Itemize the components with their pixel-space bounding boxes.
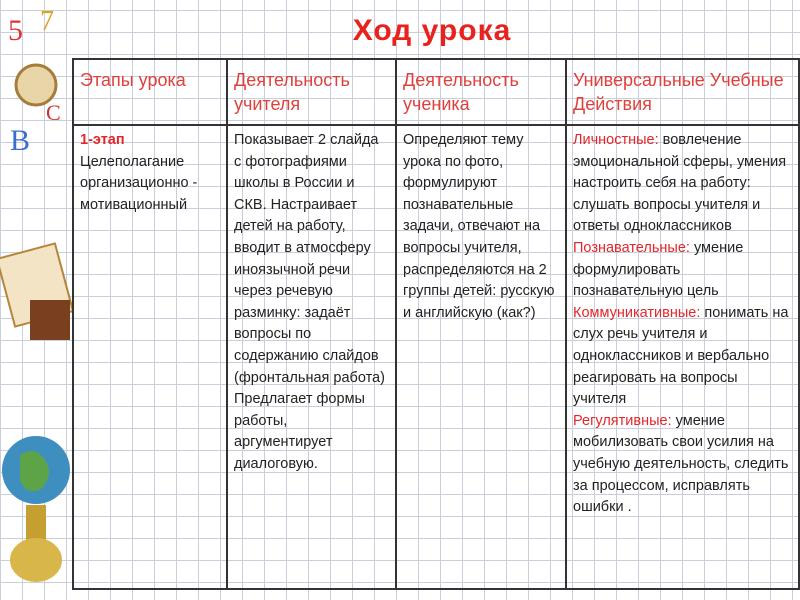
uud-label: Личностные: [573, 132, 659, 148]
uud-cell [566, 125, 799, 589]
student-text: Определяют тему урока по фото, формулируют познавательные задачи, отвечают на вопросы учителя, распределяются на 2 группы детей: русскую и английскую (как?) [403, 132, 555, 321]
teacher-cell [227, 125, 396, 589]
stage-label: 1-этап [80, 132, 125, 148]
school-decoration-image [0, 0, 72, 600]
stage-cell [73, 125, 227, 589]
student-cell [396, 125, 566, 589]
uud-text: понимать на слух речь учителя и одноклассников и вербально реагировать на вопросы учителя [573, 304, 789, 408]
header-student: Деятельность ученика [396, 59, 566, 125]
uud-label: Познавательные: [573, 239, 690, 256]
uud-label: Коммуникативные: [573, 304, 701, 321]
uud-communicative [573, 303, 792, 411]
svg-text:7: 7 [40, 6, 54, 37]
svg-text:B: B [10, 124, 31, 157]
stage-text: Целеполагание организационно - мотивационный [80, 153, 198, 213]
slide-title: Ход урока [352, 14, 512, 47]
header-stages: Этапы урока [73, 59, 227, 125]
table-header-row [73, 59, 799, 125]
uud-cognitive [573, 238, 792, 303]
svg-text:C: C [46, 100, 61, 125]
uud-text: умение мобилизовать свои усилия на учебную деятельность, следить за процессом, исправлять ошибки . [573, 412, 789, 516]
uud-text: умение формулировать познавательную цель [573, 239, 744, 300]
uud-text: вовлечение эмоциональной сферы, умения настроить себя на работу: слушать вопросы учителя и ответы одноклассников [573, 132, 787, 235]
header-uud: Универсальные Учебные Действия [566, 59, 799, 125]
header-teacher: Деятельность учителя [227, 59, 396, 125]
teacher-text: Показывает 2 слайда с фотографиями школы в России и СКВ. Настраивает детей на работу, вводит в атмосферу иноязычной речи через речевую разминку: задаёт вопросы по содержанию слайдов (фронтальная работа) Предлагает формы работы, аргументирует диалоговую. [234, 132, 385, 472]
uud-regulatory [573, 411, 792, 519]
lesson-table [72, 58, 800, 590]
uud-personal [573, 130, 792, 238]
table-row [73, 125, 799, 589]
uud-label: Регулятивные: [573, 412, 672, 429]
svg-text:5: 5 [8, 14, 23, 47]
